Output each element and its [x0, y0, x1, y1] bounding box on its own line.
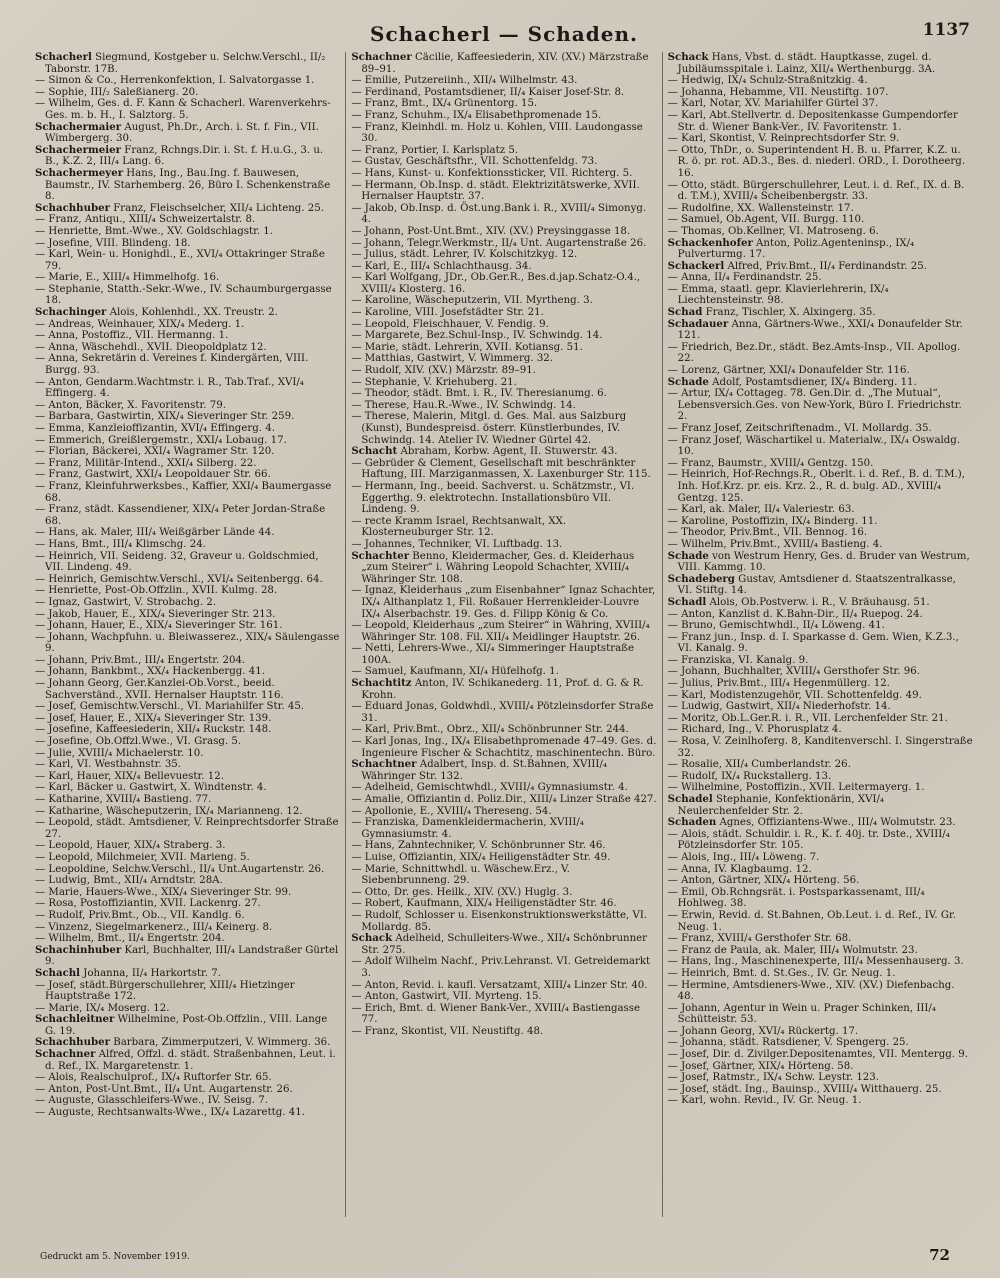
- directory-entry: Schacht Abraham, Korbw. Agent, II. Stuwerstr. 43.: [351, 445, 618, 458]
- directory-entry: — Alois, städt. Schuldir. i. R., K. f. 40j. tr. Dste., XVIII/₄ Pötzleinsdorfer Str. 105.: [667, 828, 950, 852]
- directory-entry: — Karl, Bäcker u. Gastwirt, X. Windtenstr. 4.: [35, 782, 267, 794]
- directory-entry: — Adolf Wilhelm Nachf., Priv.Lehranst. VI. Getreidemarkt 3.: [351, 956, 651, 979]
- directory-entry: — Stephanie, V. Kriehuberg. 21.: [351, 376, 517, 388]
- directory-entry: — Karoline, Postoffizin, IX/₄ Binderg. 11.: [667, 515, 878, 527]
- directory-entry: — Gustav, Geschäftsfhr., VII. Schottenfeldg. 73.: [351, 156, 598, 168]
- directory-entry: — Leopold, Hauer, XIX/₄ Straberg. 3.: [35, 840, 226, 852]
- directory-entry: — Hermann, Ing., beeid. Sachverst. u. Schätzmstr., VI. Eggerthg. 9. elektrotechn. Installationsbüro VII. Lindeng. 9.: [351, 480, 635, 516]
- directory-entry: — Jakob, Hauer, E., XIX/₄ Sieveringer Str. 213.: [35, 608, 276, 620]
- directory-entry: — Rudolf, Schlosser u. Eisenkonstruktionswerkstätte, VI. Mollardg. 85.: [351, 909, 648, 933]
- directory-entry: Schachleitner Wilhelmine, Post-Ob.Offzlin., VIII. Lange G. 19.: [35, 1013, 328, 1037]
- directory-entry: — Otto, städt. Bürgerschullehrer, Leut. i. d. Ref., IX. d. B. d. T.M.), XVIII/₄ Scheibenbergstr. 33.: [667, 179, 965, 203]
- directory-entry: Schack Hans, Vbst. d. städt. Hauptkasse, zugel. d. Jubiläumsspitale i. Lainz, XII/₄ Werthenburgg. 3A.: [667, 52, 936, 75]
- directory-entry: — Josef, Gemischtw.Verschl., VI. Mariahilfer Str. 45.: [35, 701, 305, 713]
- directory-entry: — Erwin, Revid. d. St.Bahnen, Ob.Leut. i. d. Ref., IV. Gr. Neug. 1.: [667, 909, 956, 933]
- directory-entry: — Josef, Dir. d. Zivilger.Depositenamtes, VII. Mentergg. 9.: [667, 1049, 968, 1061]
- directory-entry: — Karl, Notar, XV. Mariahilfer Gürtel 37.: [667, 98, 879, 110]
- directory-entry: — Wilhelm, Priv.Bmt., XVIII/₄ Bastieng. 4.: [667, 538, 883, 550]
- directory-entry: — Marie, IX/₄ Moserg. 12.: [35, 1002, 170, 1014]
- directory-entry: — Wilhelm, Bmt., II/₄ Engertstr. 204.: [35, 933, 225, 945]
- directory-entry: — Rudolf, IX/₄ Ruckstallerg. 13.: [667, 770, 832, 782]
- directory-entry: — Franz, XVIII/₄ Gersthofer Str. 68.: [667, 933, 852, 945]
- directory-entry: — Amalie, Offiziantin d. Poliz.Dir., XIII/₄ Linzer Straße 427.: [351, 794, 657, 805]
- directory-entry: — Johann Georg, XVI/₄ Rückertg. 17.: [667, 1025, 859, 1037]
- directory-entry: — Erich, Bmt. d. Wiener Bank-Ver., XVIII/₄ Bastiengasse 77.: [351, 1002, 641, 1026]
- entry-columns: [30, 52, 978, 1217]
- directory-entry: — Karl Wolfgang, JDr., Ob.Ger.R., Bes.d.jap.Schatz-O.4., XVIII/₄ Klosterg. 16.: [351, 272, 641, 295]
- directory-entry: — Theodor, Priv.Bmt., VII. Bennog. 16.: [667, 527, 868, 539]
- directory-entry: — Emma, staatl. gepr. Klavierlehrerin, IX/₄ Liechtensteinstr. 98.: [667, 283, 889, 307]
- directory-entry: — Hans, Zahntechniker, V. Schönbrunner Str. 46.: [351, 840, 606, 852]
- directory-entry: — Simon & Co., Herrenkonfektion, I. Salvatorgasse 1.: [35, 75, 315, 87]
- directory-entry: — Julius, Priv.Bmt., III/₄ Hegenmüllerg. 12.: [667, 678, 890, 690]
- directory-entry: — Anna, Sekretärin d. Vereines f. Kindergärten, VIII. Burgg. 93.: [35, 353, 309, 377]
- directory-entry: — Hedwig, IX/₄ Schulz-Straßnitzkig. 4.: [667, 75, 868, 87]
- directory-entry: Schadauer Anna, Gärtners-Wwe., XXI/₄ Donaufelder Str. 121.: [667, 317, 963, 342]
- directory-entry: Schade von Westrum Henry, Ges. d. Bruder van Westrum, VIII. Kammg. 10.: [667, 549, 970, 574]
- directory-entry: — Julie, XVIII/₄ Michaelerstr. 10.: [35, 747, 204, 759]
- directory-entry: — Franz, Schuhm., IX/₄ Elisabethpromenade 15.: [351, 109, 602, 121]
- directory-entry: — Josefine, Ob.Offzl.Wwe., VI. Grasg. 5.: [35, 736, 242, 748]
- directory-entry: — Jakob, Ob.Insp. d. Öst.ung.Bank i. R., XVIII/₄ Simonyg. 4.: [351, 202, 647, 226]
- directory-entry: — Rosa, Postoffiziantin, XVII. Lackenrg. 27.: [35, 898, 261, 910]
- directory-entry: Schachermaier August, Ph.Dr., Arch. i. St. f. Fin., VII. Wimbergerg. 30.: [35, 120, 319, 145]
- directory-entry: — Franz jun., Insp. d. I. Sparkasse d. Gem. Wien, K.Z.3., VI. Kanalg. 9.: [667, 631, 959, 655]
- directory-entry: — Netti, Lehrers-Wwe., XI/₄ Simmeringer Hauptstraße 100A.: [351, 643, 634, 666]
- directory-entry: — Leopold, Fleischhauer, V. Fendig. 9.: [351, 318, 549, 330]
- directory-entry: — Wilhelm, Ges. d. F. Kann & Schacherl. Warenverkehrs-Ges. m. b. H., I. Salztorg. 5.: [35, 98, 331, 121]
- directory-entry: — Emma, Kanzleioffizantin, XVI/₄ Effingerg. 4.: [35, 423, 275, 434]
- directory-entry: — Anna, Postoffiz., VII. Hermanng. 1.: [35, 330, 229, 342]
- directory-entry: — Heinrich, Hof-Rechngs.R., Oberlt. i. d. Ref., B. d. T.M.), Inh. Hof.Krz. pr. eis. Krz. 2., R. d. bulg. AD., XVIII/₄ Gentzg. 125.: [667, 469, 965, 504]
- directory-entry: — Josef, Hauer, E., XIX/₄ Sieveringer Str. 139.: [35, 712, 272, 724]
- page-header: [30, 18, 978, 52]
- directory-entry: — Samuel, Ob.Agent, VII. Burgg. 110.: [667, 214, 865, 226]
- directory-entry: — Johann, Agentur in Wein u. Prager Schinken, III/₄ Schütteistr. 53.: [667, 1002, 936, 1026]
- directory-entry: — Johann, Bankbmt., XX/₄ Hackenbergg. 41.: [35, 666, 265, 678]
- directory-entry: Schack Adelheid, Schulleiters-Wwe., XII/₄ Schönbrunner Str. 275.: [351, 932, 648, 956]
- directory-entry: — Katharine, Wäscheputzerin, IX/₄ Marianneng. 12.: [35, 805, 303, 817]
- directory-entry: — Karl, E., III/₄ Schlachthausg. 34.: [351, 260, 532, 272]
- directory-entry: — Sophie, III/₂ Saleßianerg. 20.: [35, 86, 199, 98]
- directory-entry: — Karl, wohn. Revid., IV. Gr. Neug. 1.: [667, 1095, 862, 1107]
- directory-entry: — Johanna, Hebamme, VII. Neustiftg. 107.: [667, 86, 889, 98]
- directory-entry: — Matthias, Gastwirt, V. Wimmerg. 32.: [351, 353, 554, 365]
- directory-entry: — Therese, Hau.R.-Wwe., IV. Schwindg. 14.: [351, 399, 576, 411]
- directory-entry: — Artur, IX/₄ Cottageg. 78. Gen.Dir. d. „The Mutual“, Lebensversich.Ges. von New-York, Büro I. Friedrichstr. 2.: [667, 388, 962, 423]
- directory-entry: — Katharine, XVIII/₄ Bastieng. 77.: [35, 794, 212, 805]
- directory-entry: — Hans, Bmt., III/₄ Klimschg. 24.: [35, 538, 206, 550]
- page-title: Schacherl — Schaden.: [370, 22, 638, 46]
- directory-entry: — Rosalie, XII/₄ Cumberlandstr. 26.: [667, 759, 851, 771]
- directory-entry: — Leopold, Milchmeier, XVII. Marieng. 5.: [35, 851, 250, 863]
- directory-entry: Schackerl Alfred, Priv.Bmt., II/₄ Ferdinandstr. 25.: [667, 259, 927, 272]
- directory-entry: Schachtner Adalbert, Insp. d. St.Bahnen, XVIII/₄ Währinger Str. 132.: [351, 758, 607, 782]
- directory-entry: — Henriette, Post-Ob.Offzlin., XVII. Kulmg. 28.: [35, 585, 278, 597]
- directory-entry: — Therese, Malerin, Mitgl. d. Ges. Mal. aus Salzburg (Kunst), Bundespreisd. österr. Künstlerbundes, IV. Schwindg. 14. Atelier IV. Wiedner Gürtel 42.: [351, 411, 627, 446]
- directory-entry: Schacherl Siegmund, Kostgeber u. Selchw.Verschl., II/₂ Taborstr. 17B.: [35, 52, 326, 75]
- directory-entry: — Heinrich, Bmt. d. St.Ges., IV. Gr. Neug. 1.: [667, 967, 896, 979]
- directory-entry: — Anton, Kanzlist d. K.Bahn-Dir., II/₄ Ruepog. 24.: [667, 608, 923, 620]
- directory-entry: — Marie, Hauers-Wwe., XIX/₄ Sieveringer Str. 99.: [35, 886, 292, 898]
- directory-entry: — Franz de Paula, ak. Maler, III/₄ Wolmutstr. 23.: [667, 944, 918, 956]
- directory-entry: — Leopold, Kleiderhaus „zum Steirer“ in Währing, XVIII/₄ Währinger Str. 108. Fil. XII/₄ Meidlinger Hauptstr. 26.: [351, 620, 650, 643]
- directory-entry: — Rosa, V. Zeinlhoferg. 8, Kanditenverschl. I. Singerstraße 32.: [667, 736, 973, 759]
- directory-entry: — Josef, Gärtner, XIX/₄ Hörteng. 58.: [667, 1060, 854, 1072]
- directory-entry: — Samuel, Kaufmann, XI/₄ Hüfelhofg. 1.: [351, 666, 559, 678]
- directory-entry: — Franz, Baumstr., XVIII/₄ Gentzg. 150.: [667, 457, 874, 469]
- directory-entry: — Moritz, Ob.L.Ger.R. i. R., VII. Lerchenfelder Str. 21.: [667, 712, 948, 724]
- directory-entry: — Karl Jonas, Ing., IX/₄ Elisabethpromenade 47–49. Ges. d. Ingenieure Fischer & Schachtitz, maschinentechn. Büro.: [351, 736, 657, 759]
- directory-entry: Schachter Benno, Kleidermacher, Ges. d. Kleiderhaus „zum Steirer“ i. Währing Leopold Schachter, XVIII/₄ Währinger Str. 108.: [351, 549, 635, 585]
- directory-entry: — Karl, Priv.Bmt., Obrz., XII/₄ Schönbrunner Str. 244.: [351, 724, 629, 736]
- directory-entry: — Johann, Telegr.Werkmstr., II/₄ Unt. Augartenstraße 26.: [351, 237, 647, 249]
- directory-entry: — Vinzenz, Siegelmarkenerz., III/₄ Keinerg. 8.: [35, 921, 273, 933]
- directory-entry: — Alois, Realschulprof., IX/₄ Ruftorfer Str. 65.: [35, 1072, 272, 1084]
- directory-entry: — Anton, Revid. i. kaufl. Versatzamt, XIII/₄ Linzer Str. 40.: [351, 979, 648, 991]
- page-footer: [40, 1244, 970, 1264]
- directory-entry: Schachhuber Franz, Fleischselcher, XII/₄ Lichteng. 25.: [35, 201, 324, 214]
- directory-entry: — Karl, Skontist, V. Reinprechtsdorfer Str. 9.: [667, 133, 900, 145]
- directory-entry: — Wilhelmine, Postoffizin., XVII. Leitermayerg. 1.: [667, 782, 925, 794]
- directory-entry: — Rudolfine, XX. Wallensteinstr. 17.: [667, 202, 854, 214]
- directory-entry: — Marie, Schnittwhdl. u. Wäschew.Erz., V. Siebenbrunneng. 29.: [351, 863, 570, 887]
- directory-entry: — Josefine, VIII. Blindeng. 18.: [35, 237, 191, 249]
- directory-entry: — Lorenz, Gärtner, XXI/₄ Donaufelder Str. 116.: [667, 365, 910, 377]
- directory-entry: — Johann, Hauer, E., XIX/₄ Sieveringer Str. 161.: [35, 620, 283, 632]
- directory-entry: — Johann, Priv.Bmt., III/₄ Engertstr. 204.: [35, 654, 246, 666]
- directory-entry: — Hermine, Amtsdieners-Wwe., XIV. (XV.) Diefenbachg. 48.: [667, 979, 955, 1003]
- directory-entry: — Heinrich, VII. Seideng. 32, Graveur u. Goldschmied, VII. Lindeng. 49.: [35, 550, 319, 574]
- directory-entry: Schad Franz, Tischler, X. Alxingerg. 35.: [667, 306, 876, 319]
- directory-entry: — Franz, Militär-Intend., XXI/₄ Silberg. 22.: [35, 457, 257, 469]
- column-1: [30, 52, 345, 1217]
- directory-entry: — Luise, Offiziantin, XIX/₄ Heiligenstädter Str. 49.: [351, 851, 611, 863]
- page-number: 1137: [922, 20, 970, 40]
- directory-entry: — Johanna, städt. Ratsdiener, V. Spengerg. 25.: [667, 1037, 909, 1049]
- directory-entry: — Anna, Wäschehdl., XVII. Dieopoldplatz 12.: [35, 341, 267, 353]
- directory-entry: — Julius, städt. Lehrer, IV. Kolschitzkyg. 12.: [351, 249, 578, 261]
- directory-entry: — Karl, Wein- u. Honighdl., E., XVI/₄ Ottakringer Straße 79.: [35, 249, 325, 272]
- directory-entry: — Gebrüder & Clement, Gesellschaft mit beschränkter Haftung, III. Marziganmassen, X. Laxenburger Str. 115.: [351, 457, 651, 481]
- directory-entry: — Karl, VI. Westbahnstr. 35.: [35, 759, 182, 771]
- directory-entry: — Josefine, Kaffeesiederin, XII/₄ Ruckstr. 148.: [35, 724, 272, 736]
- directory-entry: — Anton, Gendarm.Wachtmstr. i. R., Tab.Traf., XVI/₄ Effingerg. 4.: [35, 376, 304, 400]
- directory-entry: Schaden Agnes, Offiziantens-Wwe., III/₄ Wolmutstr. 23.: [667, 816, 956, 829]
- directory-entry: — Franziska, Damenkleidermacherin, XVIII/₄ Gymnasiumstr. 4.: [351, 817, 584, 840]
- directory-entry: Schachermeier Franz, Rchngs.Dir. i. St. f. H.u.G., 3. u. B., K.Z. 2, III/₄ Lang. 6.: [35, 143, 324, 168]
- directory-entry: — Otto, Dr. ges. Heilk., XIV. (XV.) Huglg. 3.: [351, 886, 573, 898]
- directory-entry: — Emmerich, Greißlergemstr., XXI/₄ Lobaug. 17.: [35, 434, 287, 446]
- directory-entry: Schachner Alfred, Offzl. d. städt. Straßenbahnen, Leut. i. d. Ref., IX. Margaretenstr. 1.: [35, 1048, 336, 1072]
- directory-entry: — Auguste, Glasschleifers-Wwe., IV. Seisg. 7.: [35, 1095, 268, 1107]
- directory-entry: — Rudolf, Priv.Bmt., Ob.., VII. Kandlg. 6.: [35, 909, 245, 921]
- directory-entry: Schadel Stephanie, Konfektionärin, XVI/₄ Neulerchenfelder Str. 2.: [667, 793, 884, 817]
- directory-entry: — Karl, ak. Maler, II/₄ Valeriestr. 63.: [667, 504, 855, 516]
- directory-entry: — recte Kramm Israel, Rechtsanwalt, XX. Klosterneuburger Str. 12.: [351, 515, 567, 539]
- directory-entry: — Barbara, Gastwirtin, XIX/₄ Sieveringer Str. 259.: [35, 411, 295, 423]
- directory-entry: — Johann Georg, Ger.Kanzlei-Ob.Vorst., beeid. Sachverständ., XVII. Hernalser Hauptstr. 116.: [35, 678, 284, 701]
- signature-mark: 72: [929, 1246, 950, 1264]
- directory-entry: — Karl, Hauer, XIX/₄ Bellevuestr. 12.: [35, 770, 224, 782]
- directory-entry: — Florian, Bäckerei, XXI/₄ Wagramer Str. 120.: [35, 446, 275, 458]
- directory-entry: Schachermeyer Hans, Ing., Bau.Ing. f. Bauwesen, Baumstr., IV. Starhemberg. 26, Büro I. Schenkenstraße 8.: [35, 166, 331, 203]
- directory-entry: — Ferdinand, Postamtsdiener, II/₄ Kaiser Josef-Str. 8.: [351, 86, 625, 98]
- directory-entry: — Franz, städt. Kassendiener, XIX/₄ Peter Jordan-Straße 68.: [35, 504, 326, 527]
- directory-entry: — Hans, ak. Maler, III/₄ Weißgärber Lände 44.: [35, 527, 275, 539]
- directory-entry: Schachinhuber Karl, Buchhalter, III/₄ Landstraßer Gürtel 9.: [35, 943, 339, 968]
- directory-entry: — Auguste, Rechtsanwalts-Wwe., IX/₄ Lazarettg. 41.: [35, 1107, 305, 1119]
- directory-entry: — Friedrich, Bez.Dr., städt. Bez.Amts-Insp., VII. Apollog. 22.: [667, 341, 961, 365]
- directory-entry: — Otto, ThDr., o. Superintendent H. B. u. Pfarrer, K.Z. u. R. ö. pr. rot. AD.3., Bes. d. niederl. ORD., I. Dorotheerg. 16.: [667, 144, 966, 179]
- directory-entry: — Franz, Bmt., IX/₄ Grünentorg. 15.: [351, 98, 538, 110]
- directory-entry: — Marie, E., XIII/₄ Himmelhofg. 16.: [35, 272, 220, 284]
- directory-entry: — Franziska, VI. Kanalg. 9.: [667, 654, 809, 666]
- print-date: Gedruckt am 5. November 1919.: [40, 1252, 190, 1262]
- directory-entry: — Ignaz, Gastwirt, V. Strobachg. 2.: [35, 596, 217, 608]
- directory-entry: — Franz, Gastwirt, XXI/₄ Leopoldauer Str. 66.: [35, 469, 271, 481]
- directory-entry: Schade Adolf, Postamtsdiener, IX/₄ Binderg. 11.: [667, 375, 917, 388]
- column-3: [662, 52, 978, 1217]
- directory-entry: — Apollonie, E., XVIII/₄ Thereseng. 54.: [351, 805, 552, 817]
- directory-entry: — Josef, städt.Bürgerschullehrer, XIII/₄ Hietzinger Hauptstraße 172.: [35, 979, 295, 1003]
- directory-entry: — Franz, Kleinfuhrwerksbes., Kaffier, XXI/₄ Baumergasse 68.: [35, 480, 332, 504]
- directory-entry: — Franz, Portier, I. Karlsplatz 5.: [351, 144, 519, 156]
- directory-entry: — Anna, II/₄ Ferdinandstr. 25.: [667, 272, 822, 284]
- directory-entry: — Ludwig, Bmt., XII/₄ Arndtstr. 28A.: [35, 875, 223, 887]
- directory-entry: — Leopoldine, Selchw.Verschl., II/₄ Unt.Augartenstr. 26.: [35, 863, 325, 875]
- directory-entry: Schachtitz Anton, IV. Schikanederg. 11, Prof. d. G. & R. Krohn.: [351, 677, 644, 701]
- directory-entry: — Leopold, städt. Amtsdiener, V. Reinprechtsdorfer Straße 27.: [35, 817, 339, 840]
- directory-entry: — Johann, Wachpfuhn. u. Bleiwasserez., XIX/₄ Säulengasse 9.: [35, 631, 340, 655]
- directory-entry: — Johann, Post-Unt.Bmt., XIV. (XV.) Preysinggasse 18.: [351, 225, 631, 237]
- directory-entry: — Anna, IV. Klagbaumg. 12.: [667, 863, 812, 875]
- directory-entry: Schachl Johanna, II/₄ Harkortstr. 7.: [35, 966, 221, 979]
- directory-entry: Schadl Alois, Ob.Postverw. i. R., V. Bräuhausg. 51.: [667, 595, 930, 608]
- directory-entry: — Karoline, VIII. Josefstädter Str. 21.: [351, 307, 544, 319]
- directory-entry: — Ludwig, Gastwirt, XII/₄ Niederhofstr. 14.: [667, 701, 891, 713]
- column-2: [345, 52, 661, 1217]
- directory-entry: — Franz Josef, Wäschartikel u. Materialw., IX/₄ Oswaldg. 10.: [667, 434, 961, 458]
- directory-entry: — Heinrich, Gemischtw.Verschl., XVI/₄ Seitenbergg. 64.: [35, 573, 323, 585]
- directory-entry: — Franz, Antiqu., XIII/₄ Schweizertalstr. 8.: [35, 214, 256, 226]
- directory-entry: — Anton, Gastwirt, VII. Myrteng. 15.: [351, 991, 542, 1003]
- directory-entry: — Karl, Abt.Stellvertr. d. Depositenkasse Gumpendorfer Str. d. Wiener Bank-Ver., IV. Favoritenstr. 1.: [667, 109, 958, 133]
- directory-entry: — Josef, städt. Ing., Bauinsp., XVIII/₄ Witthauerg. 25.: [667, 1083, 942, 1095]
- directory-entry: — Anton, Gärtner, XIX/₄ Hörteng. 56.: [667, 875, 860, 887]
- directory-entry: — Thomas, Ob.Kellner, VI. Matroseng. 6.: [667, 225, 879, 237]
- directory-entry: — Theodor, städt. Bmt. i. R., IV. Theresianumg. 6.: [351, 388, 607, 400]
- directory-entry: Schachner Cäcilie, Kaffeesiederin, XIV. (XV.) Märzstraße 89–91.: [351, 52, 649, 75]
- directory-entry: — Marie, städt. Lehrerin, XVII. Kotiansg. 51.: [351, 341, 583, 353]
- directory-entry: — Hans, Kunst- u. Konfektionssticker, VII. Richterg. 5.: [351, 167, 633, 179]
- directory-entry: — Henriette, Bmt.-Wwe., XV. Goldschlagstr. 1.: [35, 225, 274, 237]
- directory-entry: — Emil, Ob.Rchngsrät. i. Postsparkassenamt, III/₄ Hohlweg. 38.: [667, 886, 925, 910]
- directory-entry: — Margarete, Bez.Schul-Insp., IV. Schwindg. 14.: [351, 330, 603, 342]
- directory-entry: — Bruno, Gemischtwhdl., II/₄ Löweng. 41.: [667, 620, 885, 632]
- directory-entry: — Alois, Ing., III/₄ Löweng. 7.: [667, 851, 820, 863]
- directory-entry: — Adelheid, Gemischtwhdl., XVIII/₄ Gymnasiumstr. 4.: [351, 782, 628, 794]
- directory-entry: — Anton, Bäcker, X. Favoritenstr. 79.: [35, 399, 226, 411]
- directory-entry: — Hermann, Ob.Insp. d. städt. Elektrizitätswerke, XVII. Hernalser Hauptstr. 37.: [351, 179, 640, 203]
- directory-entry: — Richard, Ing., V. Phorusplatz 4.: [667, 724, 842, 736]
- directory-entry: — Johannes, Techniker, VI. Luftbadg. 13.: [351, 538, 563, 550]
- directory-entry: Schachinger Alois, Kohlenhdl., XX. Treustr. 2.: [35, 306, 278, 319]
- directory-entry: — Rudolf, XIV. (XV.) Märzstr. 89–91.: [351, 365, 536, 377]
- directory-entry: — Andreas, Weinhauer, XIX/₄ Mederg. 1.: [35, 318, 245, 330]
- directory-entry: — Ignaz, Kleiderhaus „zum Eisenbahner“ Ignaz Schachter, IX/₄ Althanplatz 1, Fil. Roßauer Herrenkleider-Louvre IX/₄ Alserbachstr. 19. Ges. d. Filipp König & Co.: [351, 585, 656, 620]
- directory-entry: — Karl, Modistenzugehör, VII. Schottenfeldg. 49.: [667, 689, 922, 701]
- directory-entry: — Josef, Ratmstr., IX/₄ Schw. Leystr. 123.: [667, 1072, 880, 1084]
- directory-entry: — Franz, Skontist, VII. Neustiftg. 48.: [351, 1025, 544, 1037]
- directory-entry: — Stephanie, Statth.-Sekr.-Wwe., IV. Schaumburgergasse 18.: [35, 283, 332, 307]
- directory-entry: — Johann, Buchhalter, XVIII/₄ Gersthofer Str. 96.: [667, 666, 920, 678]
- directory-entry: — Eduard Jonas, Goldwhdl., XVIII/₄ Pötzleinsdorfer Straße 31.: [351, 701, 654, 724]
- directory-entry: — Emilie, Putzereiinh., XII/₄ Wilhelmstr. 43.: [351, 75, 578, 87]
- directory-entry: — Hans, Ing., Maschinenexperte, III/₄ Messenhauserg. 3.: [667, 956, 964, 968]
- directory-entry: Schadeberg Gustav, Amtsdiener d. Staatszentralkasse, VI. Stiftg. 14.: [667, 572, 956, 597]
- directory-entry: — Franz Josef, Zeitschriftenadm., VI. Mollardg. 35.: [667, 423, 932, 434]
- directory-entry: Schachhuber Barbara, Zimmerputzeri, V. Wimmerg. 36.: [35, 1036, 331, 1049]
- directory-entry: — Robert, Kaufmann, XIX/₄ Heiligenstädter Str. 46.: [351, 898, 617, 910]
- directory-entry: Schackenhofer Anton, Poliz.Agenteninsp., IX/₄ Pulverturmg. 17.: [667, 236, 915, 261]
- directory-entry: — Anton, Post-Unt.Bmt., II/₄ Unt. Augartenstr. 26.: [35, 1083, 293, 1095]
- directory-entry: — Franz, Kleinhdl. m. Holz u. Kohlen, VIII. Laudongasse 30.: [351, 121, 643, 145]
- directory-entry: — Karoline, Wäscheputzerin, VII. Myrtheng. 3.: [351, 295, 593, 307]
